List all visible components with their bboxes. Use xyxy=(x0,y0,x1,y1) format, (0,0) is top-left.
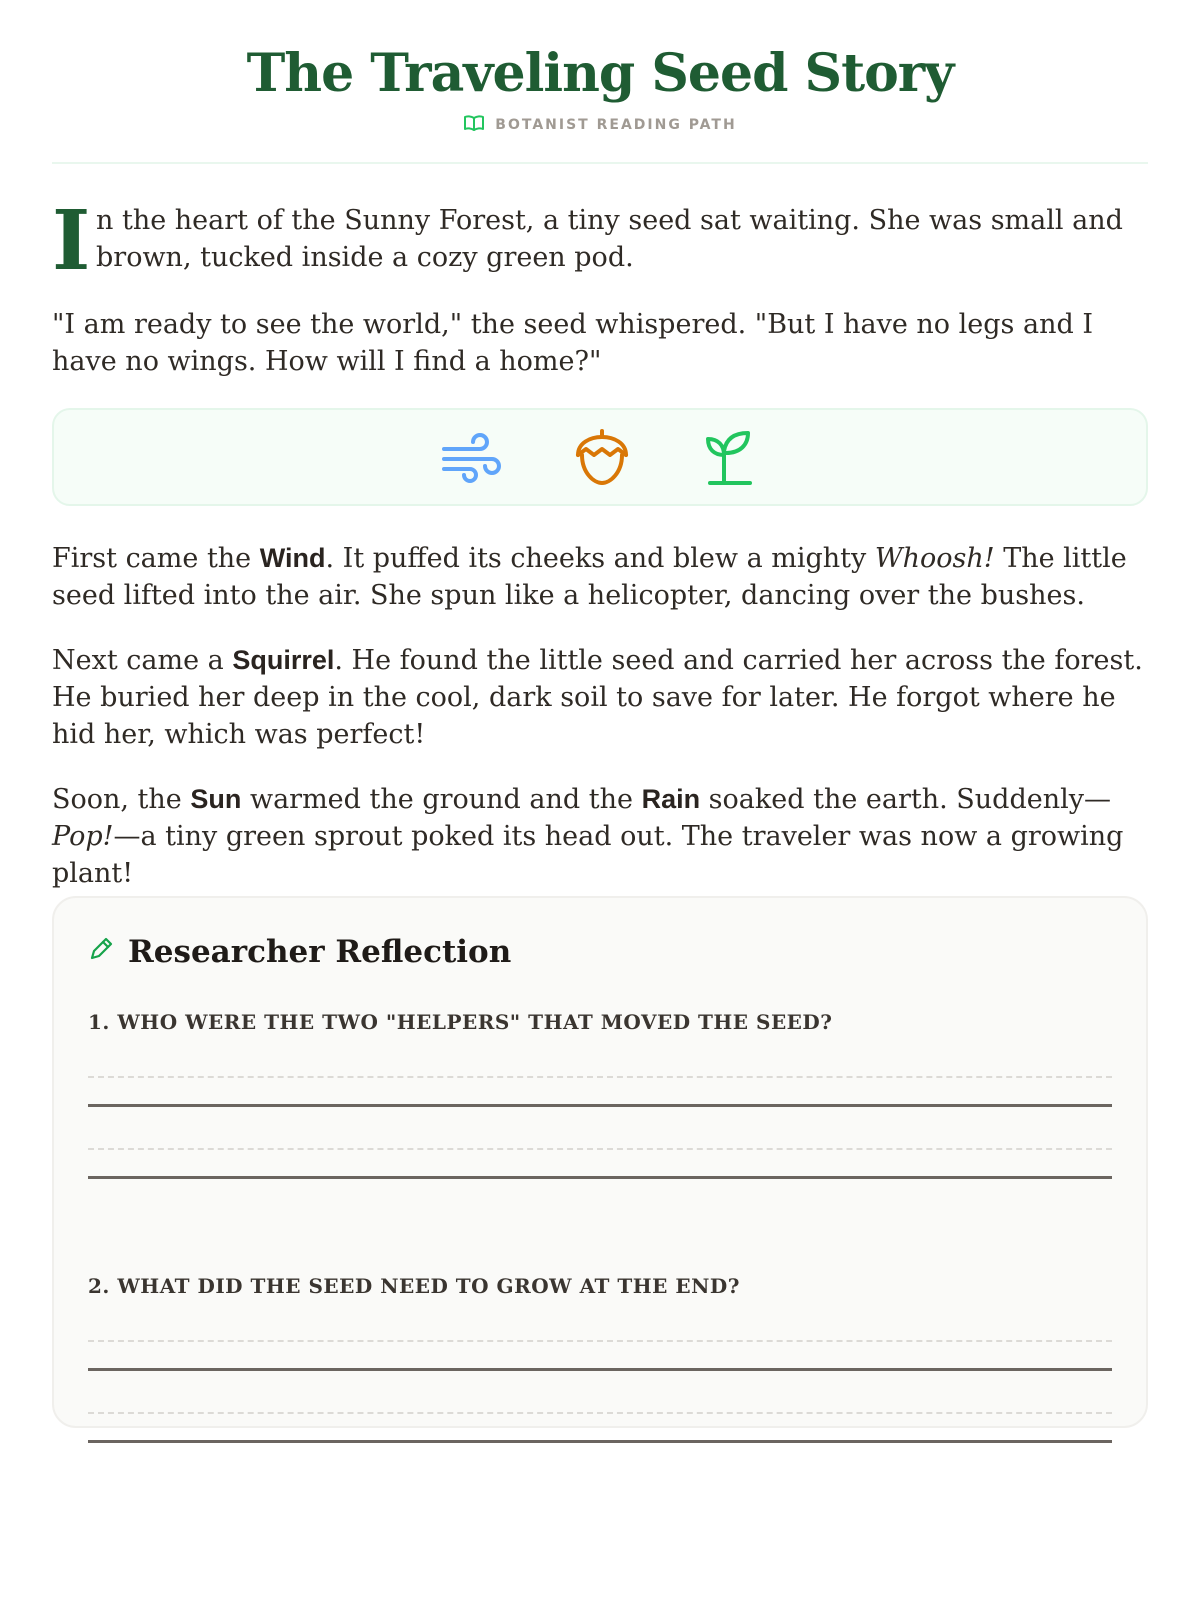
writing-line[interactable] xyxy=(88,1140,1112,1212)
writing-line[interactable] xyxy=(88,1404,1112,1476)
p4-text-b: . He found the little seed and carried her across the forest. He buried her deep in the cool, dark soil to save for later. He forgot where he hid her, which was perfect! xyxy=(52,645,1143,750)
story-paragraph-2: "I am ready to see the world," the seed whispered. "But I have no legs and I have no wings. How will I find a home?" xyxy=(52,309,1093,377)
p5-text-b: warmed the ground and the xyxy=(241,784,642,815)
sprout-icon xyxy=(700,425,760,489)
writing-line[interactable] xyxy=(88,1068,1112,1140)
sound-whoosh: Whoosh! xyxy=(874,543,995,574)
p5-text-a: Soon, the xyxy=(52,784,191,815)
keyword-squirrel: Squirrel xyxy=(232,645,335,675)
keyword-rain: Rain xyxy=(641,784,701,814)
p4-text-a: Next came a xyxy=(52,645,233,676)
p3-text-a: First came the xyxy=(52,543,260,574)
p5-text-c: soaked the earth. Suddenly— xyxy=(700,784,1111,815)
story-body xyxy=(52,193,1148,892)
icon-strip xyxy=(52,408,1148,506)
subtitle-text: BOTANIST READING PATH xyxy=(495,117,737,133)
answer-lines-1[interactable] xyxy=(88,1068,1112,1212)
keyword-wind: Wind xyxy=(259,543,326,573)
wind-icon xyxy=(440,429,504,485)
story-paragraph-5 xyxy=(52,781,1148,892)
reflection-card xyxy=(52,896,1148,1428)
story-paragraph-3 xyxy=(52,540,1148,614)
page-title: The Traveling Seed Story xyxy=(246,43,954,104)
pencil-icon xyxy=(88,934,114,970)
story-paragraph-1 xyxy=(52,193,1148,289)
question-1: 1. WHO WERE THE TWO "HELPERS" THAT MOVED THE SEED? xyxy=(88,1010,833,1034)
answer-lines-2[interactable] xyxy=(88,1332,1112,1476)
keyword-sun: Sun xyxy=(190,784,242,814)
question-2: 2. WHAT DID THE SEED NEED TO GROW AT THE END? xyxy=(88,1274,740,1298)
header xyxy=(52,0,1148,164)
reflection-heading xyxy=(88,934,1112,970)
story-paragraph-4 xyxy=(52,642,1148,753)
drop-cap: I xyxy=(52,193,91,289)
header-divider xyxy=(52,162,1148,164)
acorn-icon xyxy=(570,425,634,489)
p3-text-c: The little seed lifted into the air. She spun like a helicopter, dancing over the bushes. xyxy=(52,543,1127,611)
sound-pop: Pop! xyxy=(52,821,114,852)
subtitle xyxy=(463,114,736,136)
open-book-icon xyxy=(463,114,485,136)
p3-text-b: . It puffed its cheeks and blew a mighty xyxy=(325,543,875,574)
story-paragraph-1-text: n the heart of the Sunny Forest, a tiny seed sat waiting. She was small and brown, tucked inside a cozy green pod. xyxy=(96,205,1123,273)
p5-text-d: —a tiny green sprout poked its head out. The traveler was now a growing plant! xyxy=(52,821,1124,889)
reflection-title: Researcher Reflection xyxy=(128,934,512,970)
writing-line[interactable] xyxy=(88,1332,1112,1404)
